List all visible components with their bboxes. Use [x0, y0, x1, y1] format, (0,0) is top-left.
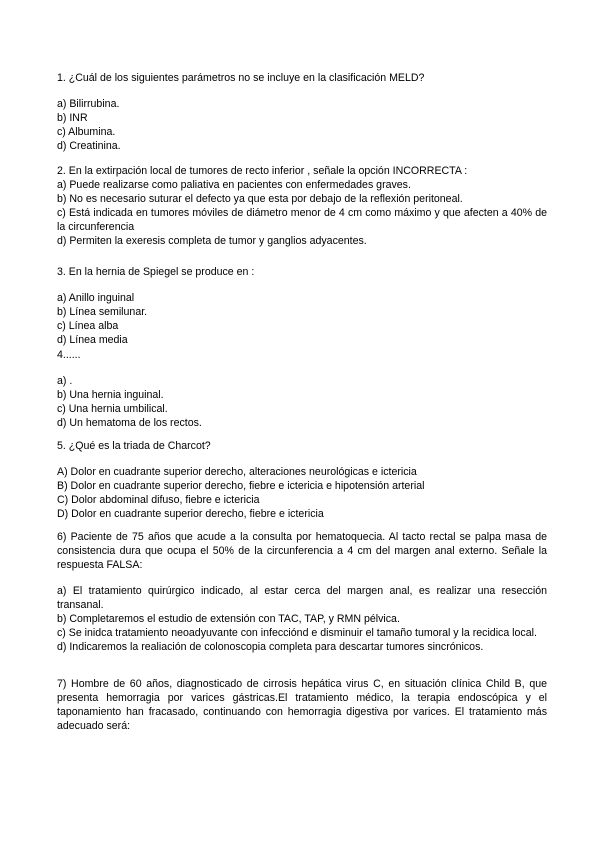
question-6-option-d: d) Indicaremos la realiación de colonoscopia completa para descartar tumores sincrónicos.: [57, 641, 484, 653]
question-5-option-b: B) Dolor en cuadrante superior derecho, fiebre e ictericia e hipotensión arterial: [57, 480, 425, 492]
question-4: [57, 348, 547, 430]
question-2-option-d: d) Permiten la exeresis completa de tumor y ganglios adyacentes.: [57, 235, 367, 247]
question-3-option-c: c) Línea alba: [57, 320, 119, 332]
question-6-option-a: a) El tratamiento quirúrgico indicado, al estar cerca del margen anal, es realizar una resección transanal.: [57, 585, 547, 611]
question-3: [57, 265, 547, 347]
question-4-option-a: a) .: [57, 375, 73, 387]
question-3-option-b: b) Línea semilunar.: [57, 306, 148, 318]
question-6-option-c: c) Se inidca tratamiento neoadyuvante con infecciónd e disminuir el tamaño tumoral y la recidica local.: [57, 627, 537, 639]
question-5-stem: 5. ¿Qué es la triada de Charcot?: [57, 440, 211, 452]
question-3-option-a: a) Anillo inguinal: [57, 292, 135, 304]
question-3-option-d: d) Línea media: [57, 334, 128, 346]
question-6-option-b: b) Completaremos el estudio de extensión con TAC, TAP, y RMN pélvica.: [57, 613, 400, 625]
question-2-stem: 2. En la extirpación local de tumores de recto inferior , señale la opción INCORRECTA :: [57, 165, 468, 177]
question-1-option-c: c) Albumina.: [57, 126, 116, 138]
question-3-stem: 3. En la hernia de Spiegel se produce en :: [57, 266, 255, 278]
question-2-option-a: a) Puede realizarse como paliativa en pacientes con enfermedades graves.: [57, 179, 411, 191]
question-1-option-b: b) INR: [57, 112, 88, 124]
question-2-option-c: c) Está indicada en tumores móviles de diámetro menor de 4 cm como máximo y que afecten a 40% de la circunferencia: [57, 207, 547, 233]
question-1-stem: 1. ¿Cuál de los siguientes parámetros no se incluye en la clasificación MELD?: [57, 72, 425, 84]
question-2: [57, 164, 547, 248]
question-4-option-b: b) Una hernia inguinal.: [57, 389, 164, 401]
question-5-option-d: D) Dolor en cuadrante superior derecho, fiebre e ictericia: [57, 508, 324, 520]
question-5-option-a: A) Dolor en cuadrante superior derecho, alteraciones neurológicas e ictericia: [57, 466, 417, 478]
question-5: [57, 439, 547, 521]
question-2-option-b: b) No es necesario suturar el defecto ya que esta por debajo de la reflexión peritoneal.: [57, 193, 463, 205]
question-1-option-d: d) Creatinina.: [57, 140, 121, 152]
question-4-option-c: c) Una hernia umbilical.: [57, 403, 168, 415]
question-6: [57, 530, 547, 654]
question-5-option-c: C) Dolor abdominal difuso, fiebre e ictericia: [57, 494, 260, 506]
question-7: [57, 677, 547, 733]
question-1: [57, 71, 547, 153]
question-1-option-a: a) Bilirrubina.: [57, 98, 120, 110]
question-6-stem: 6) Paciente de 75 años que acude a la consulta por hematoquecia. Al tacto rectal se palpa masa de consistencia dura que ocupa el 50% de la circunferencia a 4 cm del margen anal externo. Señale la respuesta FALSA:: [57, 531, 547, 571]
question-4-option-d: d) Un hematoma de los rectos.: [57, 417, 202, 429]
question-4-stem: 4......: [57, 349, 81, 361]
question-7-stem: 7) Hombre de 60 años, diagnosticado de cirrosis hepática virus C, en situación clínica Child B, que presenta hemorragia por varices gástricas.El tratamiento médico, la terapia endoscópica y el taponamiento han fracasado, continuando con hemorragia digestiva por varices. El tratamiento más adecuado será:: [57, 678, 547, 732]
